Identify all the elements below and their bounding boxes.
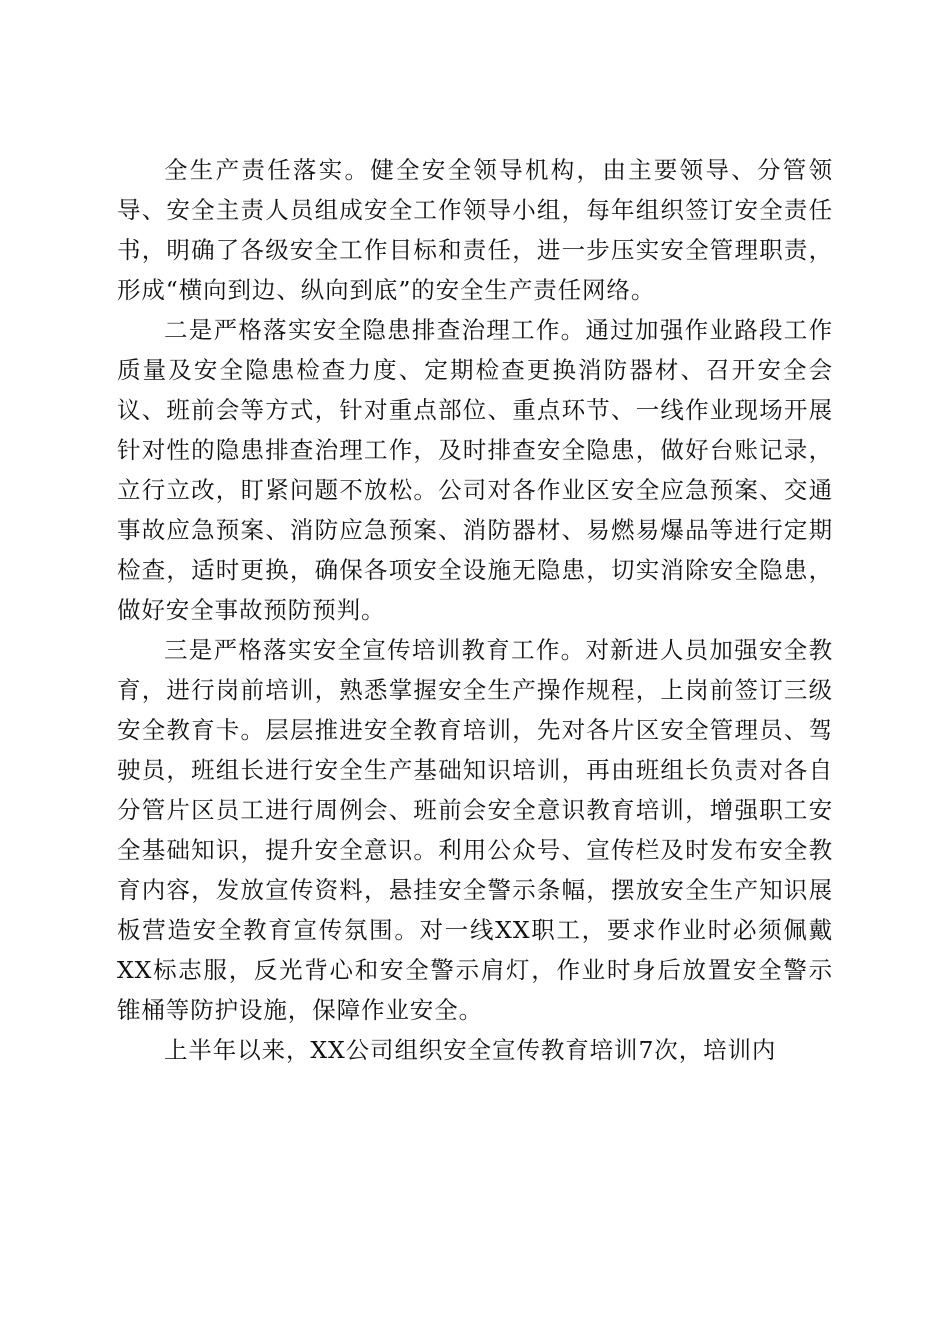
paragraph-hazard-inspection: 二是严格落实安全隐患排查治理工作。通过加强作业路段工作质量及安全隐患检查力度、定期检查更换消防器材、召开安全会议、班前会等方式，针对重点部位、重点环节、一线作业现场开展针对性的隐患排查治理工作，及时排查安全隐患，做好台账记录，立行立改，盯紧问题不放松。公司对各作业区安全应急预案、交通事故应急预案、消防应急预案、消防器材、易燃易爆品等进行定期检查，适时更换，确保各项安全设施无隐患，切实消除安全隐患，做好安全事故预防预判。 [117, 316, 833, 624]
paragraph-training-summary: 上半年以来，XX公司组织安全宣传教育培训7次，培训内 [164, 1036, 777, 1064]
document-body [117, 150, 833, 1070]
paragraph-responsibility: 全生产责任落实。健全安全领导机构，由主要领导、分管领导、安全主责人员组成安全工作领导小组，每年组织签订安全责任书，明确了各级安全工作目标和责任，进一步压实安全管理职责，形成“横向到边、纵向到底”的安全生产责任网络。 [117, 156, 833, 304]
paragraph-safety-training: 三是严格落实安全宣传培训教育工作。对新进人员加强安全教育，进行岗前培训，熟悉掌握安全生产操作规程，上岗前签订三级安全教育卡。层层推进安全教育培训，先对各片区安全管理员、驾驶员，班组长进行安全生产基础知识培训，再由班组长负责对各自分管片区员工进行周例会、班前会安全意识教育培训，增强职工安全基础知识，提升安全意识。利用公众号、宣传栏及时发布安全教育内容，发放宣传资料，悬挂安全警示条幅，摆放安全生产知识展板营造安全教育宣传氛围。对一线XX职工，要求作业时必须佩戴XX标志服，反光背心和安全警示肩灯，作业时身后放置安全警示锥桶等防护设施，保障作业安全。 [117, 636, 833, 1024]
